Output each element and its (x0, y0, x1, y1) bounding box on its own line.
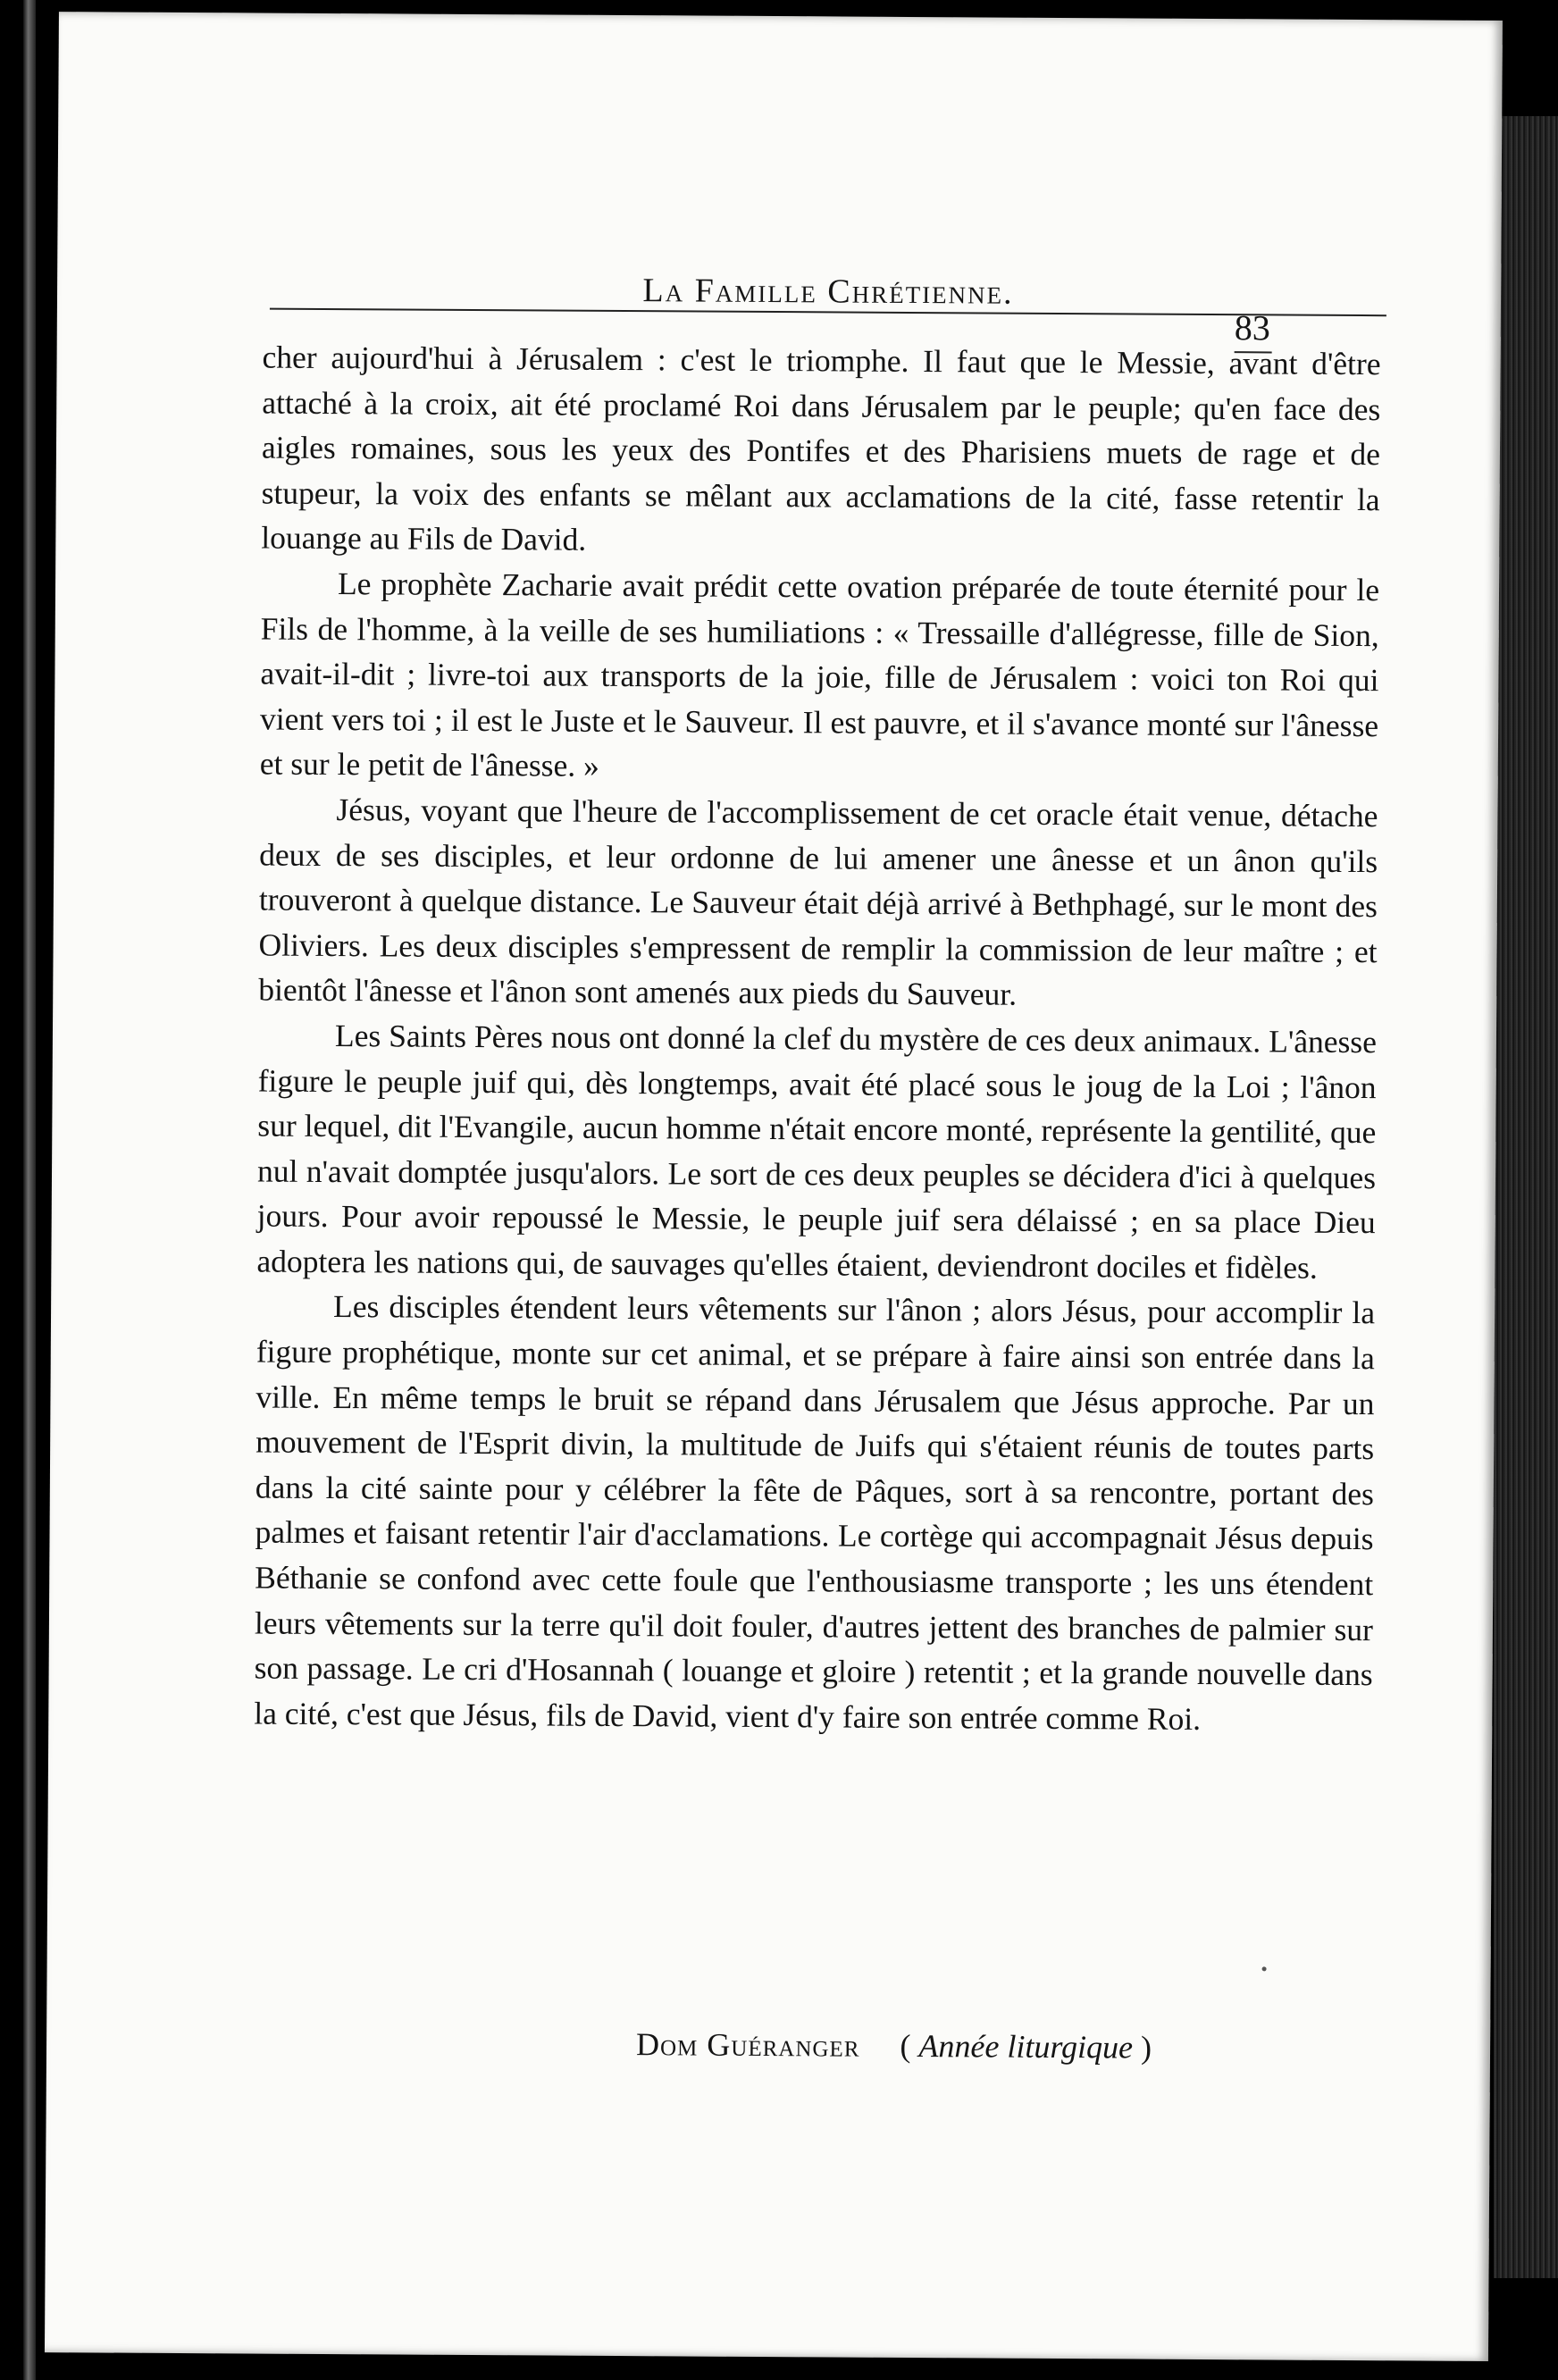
running-header (270, 265, 1386, 326)
attribution-author: Dom Guéranger (635, 2026, 860, 2064)
running-title: La Famille Chrétienne. (642, 272, 1014, 312)
paper-speck (1262, 1966, 1267, 1971)
paragraph-4: Les Saints Pères nous ont donné la clef du mystère de ces deux animaux. L'ânesse figure le peuple juif qui, dès longtemps, avait été placé sous le joug de la Loi ; l'ânon sur lequel, dit l'Evangile, aucun homme n'était encore monté, représente la gentilité, que nul n'avait domptée jusqu'alors. Le sort de ces deux peuples se décidera d'ici à quelques jours. Pour avoir repoussé le Messie, le peuple juif sera délaissé ; en sa place Dieu adoptera les nations qui, de sauvages qu'elles étaient, deviendront dociles et fidèles. (256, 1017, 1378, 1286)
scan-left-edge (23, 0, 36, 2380)
body-text (254, 335, 1381, 1743)
book-page (45, 12, 1503, 2361)
paragraph-1: cher aujourd'hui à Jérusalem : c'est le triomphe. Il faut que le Messie, avant d'être attaché à la croix, ait été proclamé Roi dans Jérusalem par le peuple; qu'en face des aigles romaines, sous les yeux des Pontifes et des Pharisiens muets de rage et de stupeur, la voix des enfants se mêlant aux acclamations de la cité, fasse retentir la louange au Fils de David. (261, 339, 1381, 558)
source-close-paren: ) (1132, 2029, 1152, 2066)
source-title: Année liturgique (918, 2028, 1134, 2066)
paragraph-3: Jésus, voyant que l'heure de l'accomplissement de cet oracle était venue, détache deux de ses disciples, et leur ordonne de lui amener une ânesse et un ânon qu'ils trouveront à quelque distance. Le Sauveur était déjà arrivé à Bethphagé, sur le mont des Oliviers. Les deux disciples s'empressent de remplir la commission de leur maître ; et bientôt l'ânesse et l'ânon sont amenés aux pieds du Sauveur. (258, 791, 1378, 1013)
paragraph-2: Le prophète Zacharie avait prédit cette ovation préparée de toute éternité pour le Fils de l'homme, à la veille de ses humiliations : « Tressaille d'allégresse, fille de Sion, avait-il-dit ; livre-toi aux transports de la joie, fille de Jérusalem : voici ton Roi qui vient vers toi ; il est le Juste et le Sauveur. Il est pauvre, et il s'avance monté sur l'ânesse et sur le petit de l'ânesse. » (259, 566, 1380, 784)
source-open-paren: ( (900, 2027, 919, 2065)
page-number: 83 (1234, 307, 1270, 348)
attribution (636, 2025, 1315, 2067)
attribution-source (900, 2028, 1152, 2066)
book-page-edges (1494, 116, 1558, 2278)
paragraph-5: Les disciples étendent leurs vêtements sur l'ânon ; alors Jésus, pour accomplir la figure prophétique, monte sur cet animal, et se prépare à faire ainsi son entrée dans la ville. En même temps le bruit se répand dans Jérusalem que Jésus approche. Par un mouvement de l'Esprit divin, la multitude de Juifs qui s'étaient réunis de toutes parts dans la cité sainte pour y célébrer la fête de Pâques, sort à sa rencontre, portant des palmes et faisant retentir l'air d'acclamations. Le cortège qui accompagnait Jésus depuis Béthanie se confond avec cette foule que l'enthousiasme transporte ; les uns étendent leurs vêtements sur la terre qu'il doit fouler, d'autres jettent des branches de palmier sur son passage. Le cri d'Hosannah ( louange et gloire ) retentit ; et la grande nouvelle dans la cité, c'est que Jésus, fils de David, vient d'y faire son entrée comme Roi. (254, 1288, 1376, 1737)
